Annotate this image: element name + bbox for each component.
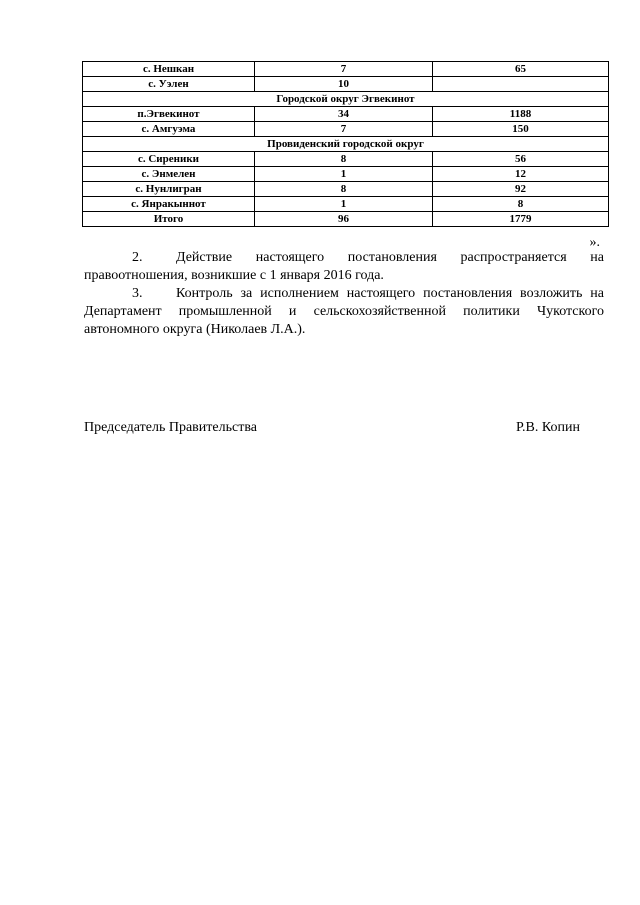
table-row [83, 182, 609, 197]
table-row [83, 62, 609, 77]
value-cell: 8 [433, 197, 609, 212]
table-row [83, 197, 609, 212]
settlement-cell: с. Сиреники [83, 152, 255, 167]
value-cell: 1188 [433, 107, 609, 122]
value-cell: 12 [433, 167, 609, 182]
value-cell: 92 [433, 182, 609, 197]
settlement-cell: с. Нешкан [83, 62, 255, 77]
value-cell: 56 [433, 152, 609, 167]
table-section-row [83, 92, 609, 107]
statistics-table-body [83, 62, 609, 227]
count-cell: 1 [255, 167, 433, 182]
count-cell: 7 [255, 62, 433, 77]
count-cell: 7 [255, 122, 433, 137]
settlement-cell: с. Уэлен [83, 77, 255, 92]
count-cell: 10 [255, 77, 433, 92]
paragraph-2-number: 2. [132, 250, 143, 265]
paragraph-3-number: 3. [132, 286, 143, 301]
statistics-table [82, 61, 609, 227]
table-row [83, 122, 609, 137]
table-row [83, 152, 609, 167]
count-cell: 8 [255, 182, 433, 197]
value-cell: 65 [433, 62, 609, 77]
paragraph-2-text: Действие настоящего постановления распространяется на правоотношения, возникшие с 1 января 2016 года. [84, 250, 604, 283]
signatory-position: Председатель Правительства [84, 420, 257, 435]
count-cell: 96 [255, 212, 433, 227]
table-row [83, 77, 609, 92]
section-header-cell: Провиденский городской округ [83, 137, 609, 152]
table-row [83, 167, 609, 182]
closing-quote-mark: ». [589, 235, 600, 250]
settlement-cell: с. Амгуэма [83, 122, 255, 137]
settlement-cell: п.Эгвекинот [83, 107, 255, 122]
table-row [83, 107, 609, 122]
table-row [83, 212, 609, 227]
count-cell: 1 [255, 197, 433, 212]
count-cell: 8 [255, 152, 433, 167]
table-section-row [83, 137, 609, 152]
settlement-cell: с. Энмелен [83, 167, 255, 182]
settlement-cell: с. Нунлигран [83, 182, 255, 197]
value-cell: 150 [433, 122, 609, 137]
count-cell: 34 [255, 107, 433, 122]
value-cell [433, 77, 609, 92]
value-cell: 1779 [433, 212, 609, 227]
signatory-name: Р.В. Копин [516, 420, 580, 435]
settlement-cell: с. Янракыннот [83, 197, 255, 212]
paragraph-3-text: Контроль за исполнением настоящего постановления возложить на Департамент промышленной и сельскохозяйственной политики Чукотского автономного округа (Николаев Л.А.). [84, 286, 604, 337]
settlement-cell: Итого [83, 212, 255, 227]
paragraph-3 [84, 285, 604, 339]
paragraph-2 [84, 249, 604, 285]
section-header-cell: Городской округ Эгвекинот [83, 92, 609, 107]
